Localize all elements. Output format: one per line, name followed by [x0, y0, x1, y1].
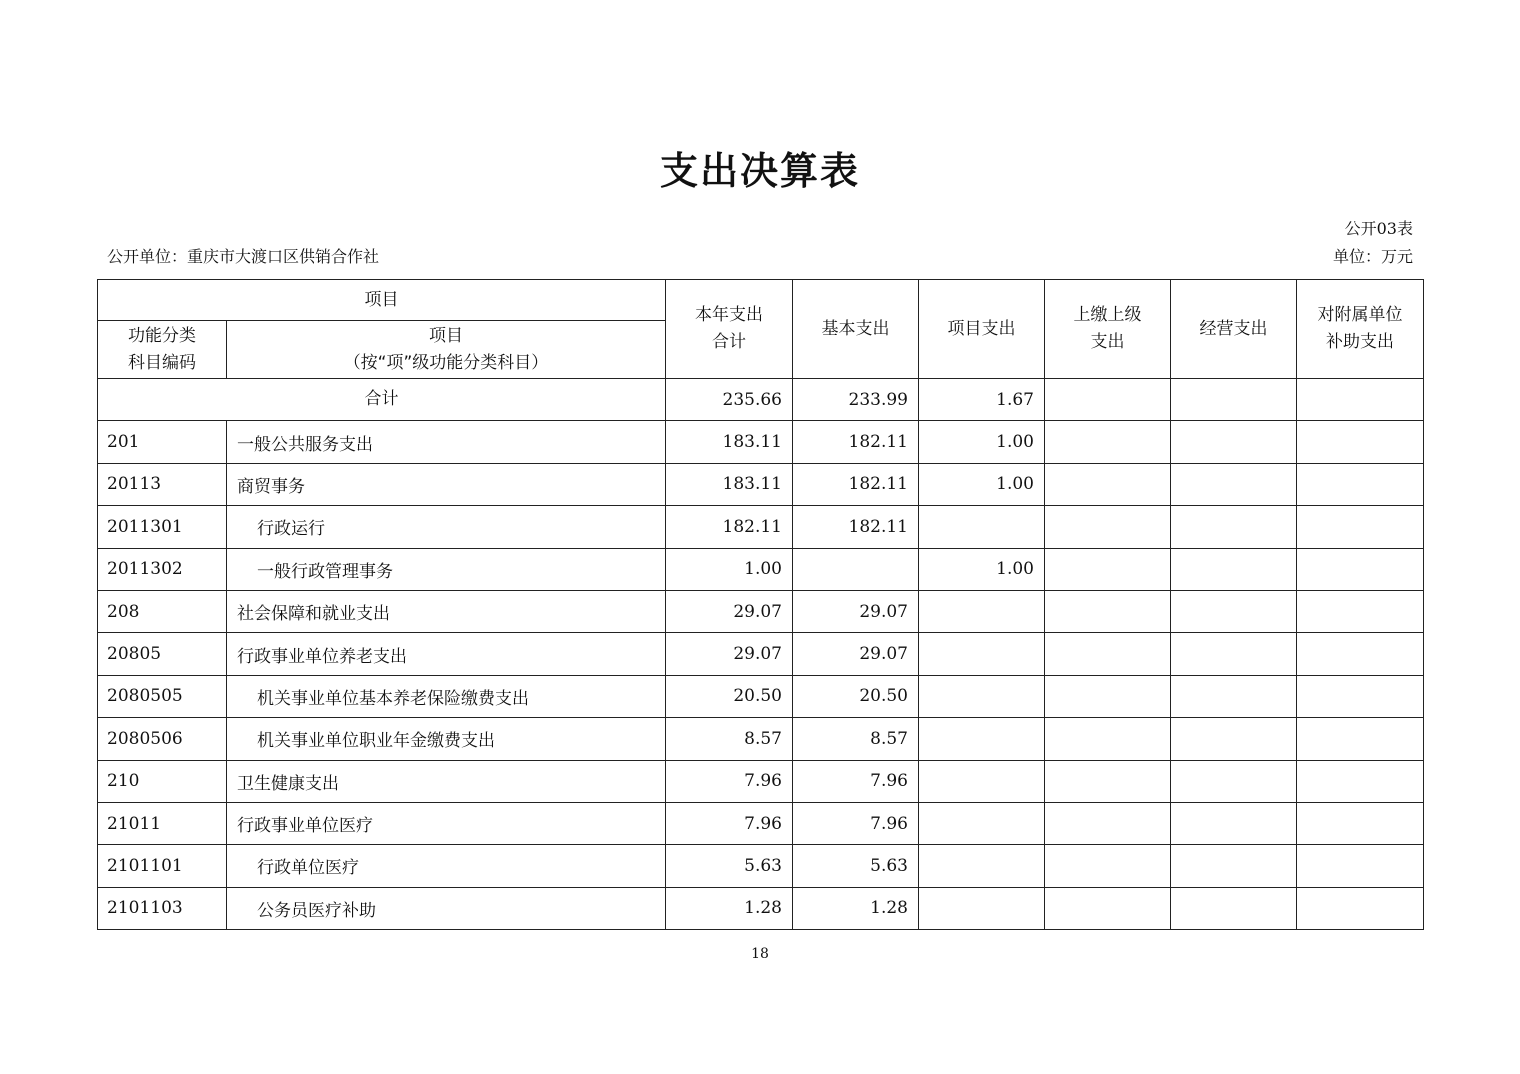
row-subsidy	[1297, 590, 1424, 632]
row-subsidy	[1297, 506, 1424, 548]
row-project	[919, 506, 1045, 548]
row-total: 7.96	[666, 760, 793, 802]
row-subsidy	[1297, 548, 1424, 590]
table-row	[98, 675, 1424, 717]
table-row	[98, 633, 1424, 675]
row-total: 5.63	[666, 845, 793, 887]
row-code: 208	[98, 590, 227, 632]
row-upper	[1045, 421, 1171, 463]
row-basic: 7.96	[793, 760, 919, 802]
row-total: 182.11	[666, 506, 793, 548]
header-upper-line1: 上缴上级	[1073, 305, 1142, 325]
row-basic: 182.11	[793, 421, 919, 463]
total-row-total: 235.66	[666, 379, 793, 421]
row-business	[1171, 845, 1297, 887]
reporting-unit: 公开单位：重庆市大渡口区供销合作社	[107, 247, 380, 266]
row-business	[1171, 548, 1297, 590]
header-func-code	[98, 321, 227, 379]
header-item-name-line2: （按“项”级功能分类科目）	[343, 352, 549, 373]
row-business	[1171, 633, 1297, 675]
row-upper	[1045, 845, 1171, 887]
currency-unit: 单位：万元	[1332, 247, 1413, 266]
row-business	[1171, 675, 1297, 717]
table-row	[98, 421, 1424, 463]
row-business	[1171, 590, 1297, 632]
row-business	[1171, 760, 1297, 802]
row-business	[1171, 463, 1297, 505]
row-name: 商贸事务	[227, 463, 666, 505]
total-row-upper	[1045, 379, 1171, 421]
row-code: 21011	[98, 802, 227, 844]
header-item-name-line1: 项目	[429, 325, 463, 346]
row-project	[919, 845, 1045, 887]
row-upper	[1045, 675, 1171, 717]
row-basic: 8.57	[793, 718, 919, 760]
row-upper	[1045, 590, 1171, 632]
table-row	[98, 718, 1424, 760]
row-total: 1.00	[666, 548, 793, 590]
header-total	[666, 280, 793, 379]
row-total: 29.07	[666, 633, 793, 675]
header-project: 项目支出	[919, 280, 1045, 379]
row-code: 20113	[98, 463, 227, 505]
table-row	[98, 590, 1424, 632]
row-basic: 29.07	[793, 590, 919, 632]
header-upper	[1045, 280, 1171, 379]
row-subsidy	[1297, 633, 1424, 675]
row-code: 201	[98, 421, 227, 463]
total-row-business	[1171, 379, 1297, 421]
row-subsidy	[1297, 887, 1424, 929]
row-name: 机关事业单位基本养老保险缴费支出	[227, 675, 666, 717]
row-subsidy	[1297, 802, 1424, 844]
table-header	[98, 280, 1424, 379]
row-code: 2101103	[98, 887, 227, 929]
row-upper	[1045, 718, 1171, 760]
table-row	[98, 506, 1424, 548]
row-project	[919, 590, 1045, 632]
header-subsidy	[1297, 280, 1424, 379]
total-row-subsidy	[1297, 379, 1424, 421]
row-business	[1171, 887, 1297, 929]
row-upper	[1045, 802, 1171, 844]
table-row	[98, 802, 1424, 844]
table-row	[98, 760, 1424, 802]
row-project	[919, 675, 1045, 717]
row-total: 1.28	[666, 887, 793, 929]
row-upper	[1045, 633, 1171, 675]
table-body	[98, 379, 1424, 930]
row-total: 29.07	[666, 590, 793, 632]
header-business: 经营支出	[1171, 280, 1297, 379]
header-subsidy-line1: 对附属单位	[1317, 305, 1403, 325]
form-number: 公开03表	[1344, 219, 1413, 238]
row-name: 卫生健康支出	[227, 760, 666, 802]
row-basic: 182.11	[793, 506, 919, 548]
header-total-line2: 合计	[712, 332, 746, 352]
row-code: 2080505	[98, 675, 227, 717]
row-basic: 1.28	[793, 887, 919, 929]
row-subsidy	[1297, 675, 1424, 717]
total-row-basic: 233.99	[793, 379, 919, 421]
row-total: 183.11	[666, 421, 793, 463]
row-name: 社会保障和就业支出	[227, 590, 666, 632]
header-func-code-line2: 科目编码	[128, 352, 196, 373]
row-project	[919, 718, 1045, 760]
row-name: 一般公共服务支出	[227, 421, 666, 463]
row-code: 2011302	[98, 548, 227, 590]
row-business	[1171, 506, 1297, 548]
header-item: 项目	[98, 280, 666, 321]
row-code: 2011301	[98, 506, 227, 548]
header-total-line1: 本年支出	[695, 305, 763, 325]
header-func-code-line1: 功能分类	[128, 325, 196, 346]
row-name: 行政单位医疗	[227, 845, 666, 887]
row-code: 20805	[98, 633, 227, 675]
header-item-name	[227, 321, 666, 379]
total-row	[98, 379, 1424, 421]
table-row	[98, 887, 1424, 929]
header-basic: 基本支出	[793, 280, 919, 379]
table-row	[98, 548, 1424, 590]
row-code: 2080506	[98, 718, 227, 760]
row-upper	[1045, 506, 1171, 548]
row-name: 行政事业单位养老支出	[227, 633, 666, 675]
row-upper	[1045, 887, 1171, 929]
table-row	[98, 463, 1424, 505]
table-row	[98, 845, 1424, 887]
row-subsidy	[1297, 760, 1424, 802]
row-business	[1171, 802, 1297, 844]
row-total: 7.96	[666, 802, 793, 844]
row-total: 20.50	[666, 675, 793, 717]
row-business	[1171, 421, 1297, 463]
row-upper	[1045, 760, 1171, 802]
row-project	[919, 802, 1045, 844]
row-name: 机关事业单位职业年金缴费支出	[227, 718, 666, 760]
row-subsidy	[1297, 845, 1424, 887]
row-basic: 182.11	[793, 463, 919, 505]
row-total: 8.57	[666, 718, 793, 760]
row-code: 2101101	[98, 845, 227, 887]
row-project	[919, 887, 1045, 929]
row-basic: 7.96	[793, 802, 919, 844]
header-upper-line2: 支出	[1090, 332, 1125, 352]
row-upper	[1045, 463, 1171, 505]
row-business	[1171, 718, 1297, 760]
row-subsidy	[1297, 421, 1424, 463]
row-project	[919, 633, 1045, 675]
total-row-project: 1.67	[919, 379, 1045, 421]
total-row-label: 合计	[98, 379, 666, 421]
row-name: 行政事业单位医疗	[227, 802, 666, 844]
row-basic: 29.07	[793, 633, 919, 675]
row-project	[919, 760, 1045, 802]
row-project: 1.00	[919, 421, 1045, 463]
row-upper	[1045, 548, 1171, 590]
page-number: 18	[751, 946, 769, 962]
page-title: 支出决算表	[659, 149, 860, 193]
row-basic: 5.63	[793, 845, 919, 887]
row-code: 210	[98, 760, 227, 802]
row-project: 1.00	[919, 548, 1045, 590]
expenditure-table	[97, 279, 1424, 930]
row-subsidy	[1297, 718, 1424, 760]
row-name: 行政运行	[227, 506, 666, 548]
row-total: 183.11	[666, 463, 793, 505]
row-name: 公务员医疗补助	[227, 887, 666, 929]
row-name: 一般行政管理事务	[227, 548, 666, 590]
row-subsidy	[1297, 463, 1424, 505]
header-subsidy-line2: 补助支出	[1326, 332, 1394, 352]
row-basic: 20.50	[793, 675, 919, 717]
row-project: 1.00	[919, 463, 1045, 505]
row-basic	[793, 548, 919, 590]
